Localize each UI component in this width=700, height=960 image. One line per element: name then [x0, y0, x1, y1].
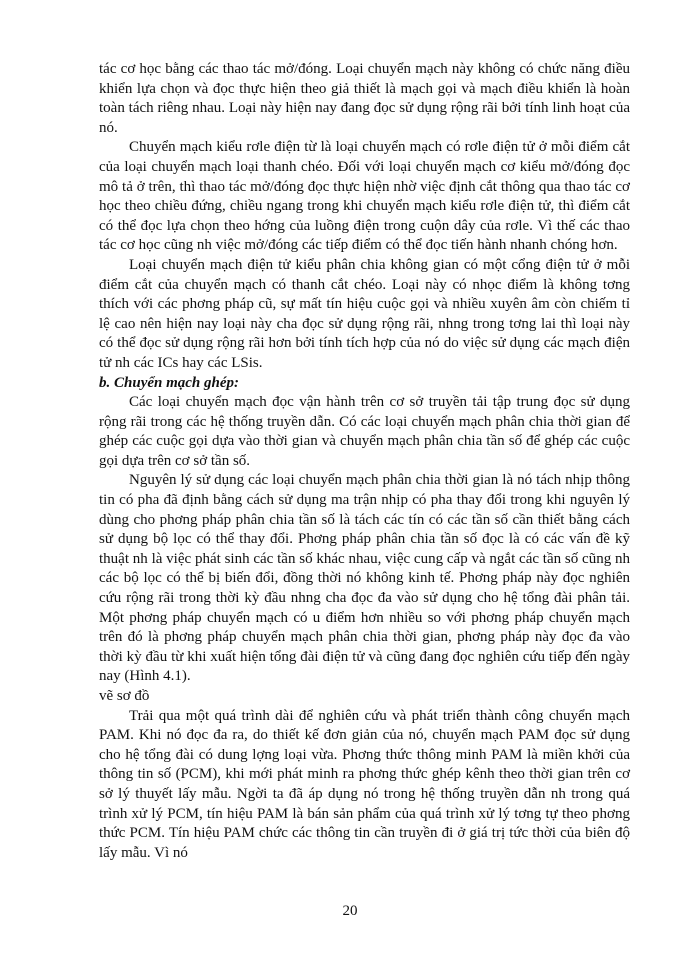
section-heading-b: b. Chuyển mạch ghép:	[99, 374, 240, 391]
paragraph-2: Chuyển mạch kiểu rơle điện từ là loại chuyển mạch có rơle điện tử ở mỗi điểm cắt của loại chuyển mạch loại thanh chéo. Đối với loại chuyển mạch cơ kiểu mở/đóng đọc mô tả ở trên, thì thao tác mở/đóng đọc thực hiện nhờ việc định cắt thông qua thao tác cơ học theo chiều đứng, chiều ngang trong khi chuyển mạch kiểu rơle điện tử, thì điểm cắt có thể đọc lựa chọn theo hớng của luồng điện trong cuộn dây của rơle. Vì thế các thao tác cơ học cũng nh việc mở/đóng các tiếp điểm có thể đọc tiến hành nhanh chóng hơn.	[99, 139, 630, 254]
paragraph-6: Trải qua một quá trình dài để nghiên cứu và phát triển thành công chuyển mạch PAM. Khi nó đọc đa ra, do thiết kế đơn giản của nó, chuyển mạch PAM đọc sử dụng cho hệ tổng đài có dung lợng loại vừa. Phơng thức thông minh PAM là miền khởi của thông tin số (PCM), khi mới phát minh ra phơng thức ghép kênh theo thời gian trên cơ sở lý thuyết lấy mẫu. Ngời ta đã áp dụng nó trong hệ thống truyền dẫn nh trong quá trình xử lý PCM, tín hiệu PAM là bán sản phẩm của quá trình xử lý tơng tự theo phơng thức PCM. Tín hiệu PAM chức các thông tin cần truyền đi ở giá trị tức thời của biên độ lấy mẫu. Vì nó	[99, 707, 630, 861]
document-body	[99, 60, 630, 863]
paragraph-4: Các loại chuyển mạch đọc vận hành trên cơ sở truyền tải tập trung đọc sử dụng rộng rãi trong các hệ thống truyền dẫn. Có các loại chuyển mạch phân chia thời gian để ghép các cuộc gọi dựa vào thời gian và chuyển mạch phân chia tần số để ghép các cuộc gọi dựa trên cơ sở tần số.	[99, 394, 630, 469]
paragraph-3: Loại chuyển mạch điện tử kiểu phân chia không gian có một cổng điện tử ở mỗi điểm cắt của chuyển mạch có thanh cắt chéo. Loại này có nhọc điểm là không tơng thích với các phơng pháp cũ, sự mất tín hiệu cuộc gọi và nhiều xuyên âm còn chiếm tỉ lệ cao nên hiện nay loại này cha đọc sử dụng rộng rãi, nhng trong tơng lai thì loại này có thể đọc sử dụng rộng rãi hơn bởi tính tích hợp của nó do việc sử dụng các mạch điện tử nh các ICs hay các LSis.	[99, 256, 630, 371]
figure-caption: vẽ sơ đồ	[99, 688, 150, 704]
page-number: 20	[342, 903, 358, 919]
paragraph-1: tác cơ học bằng các thao tác mở/đóng. Loại chuyển mạch này không có chức năng điều khiển lựa chọn và đọc thực hiện theo giả thiết là mạch gọi và mạch điều khiển là hoàn toàn tách riêng nhau. Loại này hiện nay đang đọc sử dụng rộng rãi bởi tính linh hoạt của nó.	[99, 61, 630, 136]
paragraph-5: Nguyên lý sử dụng các loại chuyển mạch phân chia thời gian là nó tách nhịp thông tin có pha đã định bằng cách sử dụng ma trận nhịp có pha thay đổi trong khi nguyên lý dùng cho phơng pháp phân chia tần số là tách các tín có các tần số cần thiết bằng cách sử dụng bộ lọc có thể thay đổi. Phơng pháp phân chia tần số đọc là có các vấn đề kỹ thuật nh là việc phát sinh các tần số khác nhau, việc cung cấp và ngắt các tần số cũng nh các bộ lọc có thể bị biến đổi, đồng thời nó không kinh tế. Phơng pháp này đọc nghiên cứu rộng rãi trong thời kỳ đầu nhng cha đọc đa vào sử dụng cho hệ tổng đài phân tải. Một phơng pháp chuyển mạch có u điểm hơn nhiều so với phơng pháp chuyển mạch trên đó là phơng pháp chuyển mạch phân chia thời gian, phơng pháp này đọc đa vào thời kỳ đầu từ khi xuất hiện tổng đài điện tử và cũng đang đọc nghiên cứu tiếp đến ngày nay (Hình 4.1).	[99, 472, 630, 685]
